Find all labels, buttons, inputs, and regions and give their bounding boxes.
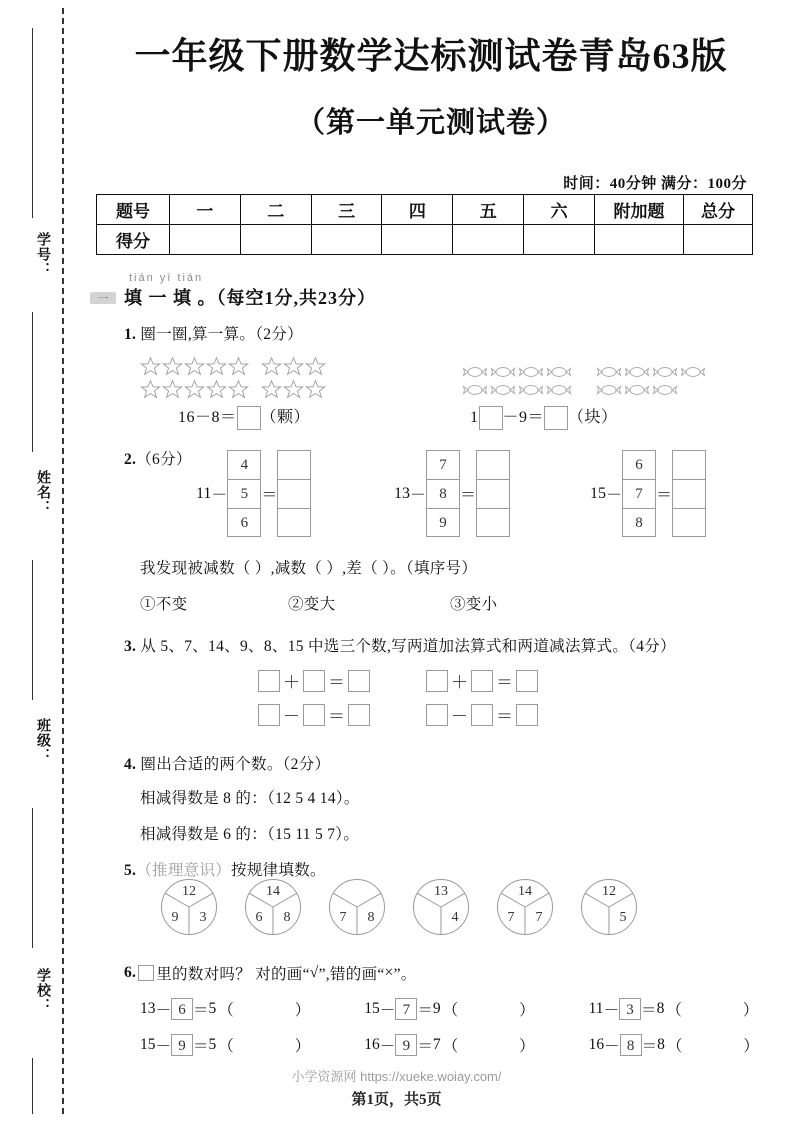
q5-circle[interactable] bbox=[244, 878, 302, 936]
section-pinyin: tián yī tián bbox=[129, 272, 204, 284]
star-icon bbox=[206, 356, 227, 377]
answer-box[interactable] bbox=[303, 704, 325, 726]
q2-option-2[interactable]: ②变大 bbox=[288, 596, 336, 613]
page-number: 第1页，共5页 bbox=[351, 1092, 442, 1108]
circle-right-value: 8 bbox=[367, 910, 375, 925]
equals-sign: ＝ bbox=[496, 673, 513, 692]
equals-sign: ＝ bbox=[328, 707, 345, 726]
question-6-text bbox=[124, 962, 417, 984]
q3-equation-grid bbox=[258, 668, 538, 736]
margin-label-class: 班级： bbox=[36, 718, 52, 763]
stack-answer-cell[interactable] bbox=[277, 508, 311, 537]
q6-judgement-slot[interactable]: （ ） bbox=[218, 1002, 321, 1019]
minus-sign: － bbox=[606, 487, 623, 504]
stack-cell: 4 bbox=[227, 450, 261, 479]
q6-given-box: 9 bbox=[171, 1034, 193, 1056]
circle-left-value: 7 bbox=[339, 910, 347, 925]
q2-subtrahend-stack bbox=[426, 450, 460, 537]
candy-icon bbox=[680, 365, 706, 379]
circle-top-value: 14 bbox=[266, 884, 280, 899]
circle-top-value: 14 bbox=[518, 884, 532, 899]
q6-result: 5 bbox=[208, 1000, 217, 1017]
answer-box[interactable] bbox=[471, 670, 493, 692]
q1-left-equation bbox=[178, 404, 310, 430]
margin-rule bbox=[32, 560, 33, 700]
q6-label-after: ”。 bbox=[393, 966, 417, 983]
circle-left-value: 6 bbox=[255, 910, 263, 925]
left-margin bbox=[0, 0, 86, 1122]
equals-sign: ＝ bbox=[641, 1038, 658, 1055]
q6-given-box: 7 bbox=[395, 998, 417, 1020]
candy-icon bbox=[546, 383, 572, 397]
answer-box[interactable] bbox=[516, 704, 538, 726]
candy-icon bbox=[624, 383, 650, 397]
q2-option-1[interactable]: ①不变 bbox=[140, 596, 188, 613]
minus-sign: － bbox=[603, 1002, 620, 1019]
question-5-text bbox=[124, 858, 326, 880]
equals-sign: ＝ bbox=[261, 487, 278, 504]
equals-sign: ＝ bbox=[417, 1038, 433, 1055]
circle-top-value: 13 bbox=[434, 884, 448, 899]
star-icon bbox=[162, 379, 183, 400]
score-table-col-1: 一 bbox=[170, 195, 241, 225]
star-icon bbox=[283, 356, 304, 377]
score-table-col-bonus: 附加题 bbox=[595, 195, 684, 225]
watermark: 小学资源网 https://xueke.woiay.com/ bbox=[291, 1069, 502, 1084]
q2-answer-stack[interactable] bbox=[476, 450, 510, 537]
question-6-number: 6. bbox=[124, 964, 137, 981]
q6-result: 8 bbox=[657, 1036, 665, 1053]
q6-given-box: 3 bbox=[619, 998, 641, 1020]
q2-group-1 bbox=[196, 450, 311, 537]
candy-row bbox=[462, 364, 708, 380]
minus-sign: － bbox=[155, 1038, 172, 1055]
candy-icon bbox=[518, 383, 544, 397]
stack-answer-cell[interactable] bbox=[476, 508, 510, 537]
q1-subtrahend: 8 bbox=[211, 409, 221, 426]
answer-box[interactable] bbox=[516, 670, 538, 692]
q1-unit: （颗） bbox=[260, 409, 311, 426]
q2-answer-stack[interactable] bbox=[277, 450, 311, 537]
answer-box[interactable] bbox=[426, 670, 448, 692]
margin-rule bbox=[32, 808, 33, 948]
q6-judgement-slot[interactable]: （ ） bbox=[442, 1038, 545, 1055]
q6-result: 9 bbox=[432, 1000, 441, 1017]
minus-sign: － bbox=[410, 487, 427, 504]
equals-sign: ＝ bbox=[328, 673, 345, 692]
star-icon bbox=[140, 379, 161, 400]
candy-icon bbox=[546, 365, 572, 379]
plus-sign: ＋ bbox=[451, 673, 468, 692]
page-title: 一年级下册数学达标测试卷青岛63版 bbox=[134, 36, 728, 76]
stack-cell: 9 bbox=[426, 508, 460, 537]
answer-box[interactable] bbox=[479, 406, 503, 430]
q6-result: 8 bbox=[656, 1000, 665, 1017]
question-1-text bbox=[124, 322, 303, 344]
q6-minuend: 11 bbox=[588, 1000, 604, 1017]
question-3-label: 从 5、7、14、9、8、15 中选三个数,写两道加法算式和两道减法算式。（4分） bbox=[140, 638, 676, 655]
q6-judgement-slot[interactable]: （ ） bbox=[666, 1038, 769, 1055]
q6-judgement-slot[interactable]: （ ） bbox=[442, 1002, 545, 1019]
stack-answer-cell[interactable] bbox=[476, 450, 510, 479]
q6-result: 5 bbox=[208, 1036, 217, 1053]
question-2-points: （6分） bbox=[136, 451, 192, 468]
star-icon bbox=[305, 379, 326, 400]
score-table bbox=[96, 194, 753, 255]
q6-minuend: 15 bbox=[140, 1036, 156, 1053]
question-1-number: 1. bbox=[124, 326, 137, 343]
q2-subtrahend-stack bbox=[227, 450, 261, 537]
q2-group-3 bbox=[590, 450, 706, 537]
margin-label-school: 学校： bbox=[36, 968, 52, 1013]
star-icon bbox=[206, 379, 227, 400]
score-table-col-4: 四 bbox=[382, 195, 453, 225]
equals-sign: ＝ bbox=[193, 1038, 209, 1055]
candy-icon bbox=[596, 365, 622, 379]
answer-box[interactable] bbox=[258, 704, 280, 726]
circle-top-value: 12 bbox=[602, 884, 616, 899]
question-4-text bbox=[124, 752, 330, 774]
stack-answer-cell[interactable] bbox=[277, 479, 311, 508]
q6-equation-grid bbox=[140, 998, 769, 1070]
q6-given-box: 9 bbox=[395, 1034, 417, 1056]
answer-box[interactable] bbox=[426, 704, 448, 726]
q6-judgement-slot[interactable]: （ ） bbox=[666, 1002, 769, 1019]
minus-sign: － bbox=[379, 1038, 396, 1055]
equals-sign: ＝ bbox=[641, 1002, 657, 1019]
q1-stars-group bbox=[140, 356, 327, 400]
circle-right-value: 8 bbox=[283, 910, 291, 925]
q6-minuend: 16 bbox=[588, 1036, 605, 1053]
equals-sign: ＝ bbox=[527, 409, 545, 426]
minus-sign: － bbox=[283, 707, 300, 726]
equals-sign: ＝ bbox=[417, 1002, 433, 1019]
q6-judgement-slot[interactable]: （ ） bbox=[218, 1038, 321, 1055]
equals-sign: ＝ bbox=[220, 409, 237, 426]
margin-rule bbox=[32, 28, 33, 218]
star-icon bbox=[184, 356, 205, 377]
q6-row bbox=[140, 1034, 769, 1056]
stack-answer-cell[interactable] bbox=[277, 450, 311, 479]
circle-right-value: 5 bbox=[619, 910, 627, 925]
candy-icon bbox=[490, 365, 516, 379]
stack-cell: 5 bbox=[227, 479, 261, 508]
candy-icon bbox=[518, 365, 544, 379]
stack-answer-cell[interactable] bbox=[672, 508, 706, 537]
stack-answer-cell[interactable] bbox=[476, 479, 510, 508]
answer-box[interactable] bbox=[471, 704, 493, 726]
score-cell[interactable] bbox=[684, 225, 753, 255]
q5-circle[interactable] bbox=[328, 878, 386, 936]
score-table-col-total: 总分 bbox=[684, 195, 753, 225]
circle-right-value: 3 bbox=[199, 910, 207, 925]
question-5-label: 按规律填数。 bbox=[231, 862, 326, 879]
circle-left-value: 9 bbox=[171, 910, 179, 925]
q2-answer-stack[interactable] bbox=[672, 450, 706, 537]
q6-minuend: 15 bbox=[364, 1000, 380, 1017]
q6-item bbox=[140, 998, 320, 1020]
stack-answer-cell[interactable] bbox=[672, 450, 706, 479]
answer-box[interactable] bbox=[303, 670, 325, 692]
question-2-number: 2. bbox=[124, 451, 137, 468]
q6-label-mid: ”,错的画“ bbox=[318, 966, 385, 983]
star-row bbox=[140, 379, 327, 400]
score-cell[interactable] bbox=[595, 225, 684, 255]
candy-icon bbox=[652, 365, 678, 379]
inline-box-icon bbox=[138, 965, 154, 981]
q2-minuend: 11 bbox=[196, 484, 212, 502]
q5-circle[interactable] bbox=[496, 878, 554, 936]
circle-left-value: 7 bbox=[507, 910, 515, 925]
score-cell[interactable] bbox=[170, 225, 241, 255]
exam-meta: 时间：40分钟 满分：100分 bbox=[563, 176, 747, 192]
equals-sign: ＝ bbox=[193, 1002, 209, 1019]
question-4-number: 4. bbox=[124, 756, 137, 773]
q6-row bbox=[140, 998, 769, 1020]
q2-minuend: 13 bbox=[394, 484, 410, 502]
candy-icon bbox=[490, 383, 516, 397]
candy-row bbox=[462, 382, 708, 398]
question-1-label: 圈一圈,算一算。（2分） bbox=[140, 326, 303, 343]
minus-sign: － bbox=[155, 1002, 172, 1019]
star-icon bbox=[305, 356, 326, 377]
section-marker: 一 bbox=[90, 292, 116, 304]
question-4-label: 圈出合适的两个数。（2分） bbox=[140, 756, 331, 773]
score-table-col-5: 五 bbox=[453, 195, 524, 225]
star-icon bbox=[184, 379, 205, 400]
q6-item bbox=[364, 1034, 544, 1056]
score-table-col-2: 二 bbox=[240, 195, 311, 225]
q1-candy-group bbox=[462, 364, 708, 398]
page-subtitle: （第一单元测试卷） bbox=[295, 107, 566, 139]
q2-finding-text: 我发现被减数（ ）,减数（ ）,差（ ）。（填序号） bbox=[140, 560, 478, 577]
q6-given-box: 8 bbox=[620, 1034, 642, 1056]
star-icon bbox=[283, 379, 304, 400]
q6-item bbox=[589, 998, 769, 1020]
table-row bbox=[97, 225, 753, 255]
section-title: 填 一 填 。（每空1分,共23分） bbox=[124, 288, 376, 308]
q6-given-box: 6 bbox=[171, 998, 193, 1020]
question-2-text bbox=[124, 447, 192, 469]
margin-label-name: 姓名： bbox=[36, 470, 52, 515]
tri-split-circle-icon bbox=[328, 878, 386, 936]
check-icon: √ bbox=[309, 964, 319, 981]
q1-minuend: 16 bbox=[178, 409, 195, 426]
q2-minuend: 15 bbox=[590, 484, 606, 502]
answer-box[interactable] bbox=[348, 704, 370, 726]
q3-addition-row bbox=[258, 668, 538, 693]
q6-item bbox=[589, 1034, 769, 1056]
minus-sign: － bbox=[502, 409, 520, 426]
q6-result: 7 bbox=[432, 1036, 441, 1053]
circle-top-value: 12 bbox=[182, 884, 196, 899]
equals-sign: ＝ bbox=[656, 487, 673, 504]
q1-right-equation bbox=[470, 404, 618, 430]
stack-cell: 6 bbox=[622, 450, 656, 479]
minus-sign: － bbox=[451, 707, 468, 726]
q5-circle-row bbox=[160, 878, 638, 936]
margin-label-student-id: 学号： bbox=[36, 232, 52, 277]
margin-rule bbox=[32, 312, 33, 452]
minus-sign: － bbox=[211, 487, 228, 504]
candy-icon bbox=[462, 383, 488, 397]
score-table-row-label: 得分 bbox=[97, 225, 170, 255]
answer-box[interactable] bbox=[237, 406, 261, 430]
stack-cell: 7 bbox=[622, 479, 656, 508]
cross-icon: × bbox=[384, 964, 394, 981]
q5-circle[interactable] bbox=[160, 878, 218, 936]
q6-minuend: 13 bbox=[140, 1000, 156, 1017]
score-cell[interactable] bbox=[524, 225, 595, 255]
minus-sign: － bbox=[195, 409, 212, 426]
answer-box[interactable] bbox=[258, 670, 280, 692]
stack-cell: 8 bbox=[622, 508, 656, 537]
star-icon bbox=[162, 356, 183, 377]
circle-right-value: 7 bbox=[535, 910, 543, 925]
score-cell[interactable] bbox=[311, 225, 382, 255]
stack-cell: 8 bbox=[426, 479, 460, 508]
q4-line-2[interactable]: 相减得数是 6 的：（15 11 5 7）。 bbox=[140, 826, 360, 843]
star-icon bbox=[140, 356, 161, 377]
q1-subtrahend: 9 bbox=[519, 409, 528, 426]
score-table-col-6: 六 bbox=[524, 195, 595, 225]
answer-box[interactable] bbox=[348, 670, 370, 692]
score-cell[interactable] bbox=[453, 225, 524, 255]
star-icon bbox=[228, 379, 249, 400]
q5-circle[interactable] bbox=[412, 878, 470, 936]
star-icon bbox=[261, 379, 282, 400]
q6-label-before: 里的数对吗？ 对的画“ bbox=[156, 966, 310, 983]
q5-competency-tag: （推理意识） bbox=[136, 862, 232, 879]
score-table-col-3: 三 bbox=[311, 195, 382, 225]
q6-minuend: 16 bbox=[364, 1036, 380, 1053]
q1-unit: （块） bbox=[568, 409, 618, 426]
minus-sign: － bbox=[604, 1038, 620, 1055]
q5-circle[interactable] bbox=[580, 878, 638, 936]
candy-icon bbox=[652, 383, 678, 397]
table-row bbox=[97, 195, 753, 225]
minus-sign: － bbox=[379, 1002, 396, 1019]
score-cell[interactable] bbox=[382, 225, 453, 255]
score-cell[interactable] bbox=[240, 225, 311, 255]
answer-box[interactable] bbox=[544, 406, 568, 430]
star-row bbox=[140, 356, 327, 377]
question-3-number: 3. bbox=[124, 638, 137, 655]
equals-sign: ＝ bbox=[460, 487, 477, 504]
star-icon bbox=[228, 356, 249, 377]
stack-cell: 6 bbox=[227, 508, 261, 537]
equals-sign: ＝ bbox=[496, 707, 513, 726]
stack-answer-cell[interactable] bbox=[672, 479, 706, 508]
question-3-text bbox=[124, 634, 676, 656]
candy-icon bbox=[462, 365, 488, 379]
q4-line-1[interactable]: 相减得数是 8 的：（12 5 4 14）。 bbox=[140, 790, 360, 807]
fold-dashed-line bbox=[62, 8, 64, 1114]
q1-minuend-prefix: 1 bbox=[470, 409, 479, 426]
plus-sign: ＋ bbox=[283, 673, 300, 692]
stack-cell: 7 bbox=[426, 450, 460, 479]
q6-item bbox=[140, 1034, 320, 1056]
q2-option-3[interactable]: ③变小 bbox=[450, 596, 498, 613]
question-5-number: 5. bbox=[124, 862, 137, 879]
score-table-row-label: 题号 bbox=[97, 195, 170, 225]
candy-icon bbox=[624, 365, 650, 379]
q3-subtraction-row bbox=[258, 702, 538, 727]
q2-subtrahend-stack bbox=[622, 450, 656, 537]
circle-right-value: 4 bbox=[451, 910, 459, 925]
candy-icon bbox=[596, 383, 622, 397]
star-icon bbox=[261, 356, 282, 377]
q2-group-2 bbox=[394, 450, 510, 537]
q6-item bbox=[364, 998, 544, 1020]
